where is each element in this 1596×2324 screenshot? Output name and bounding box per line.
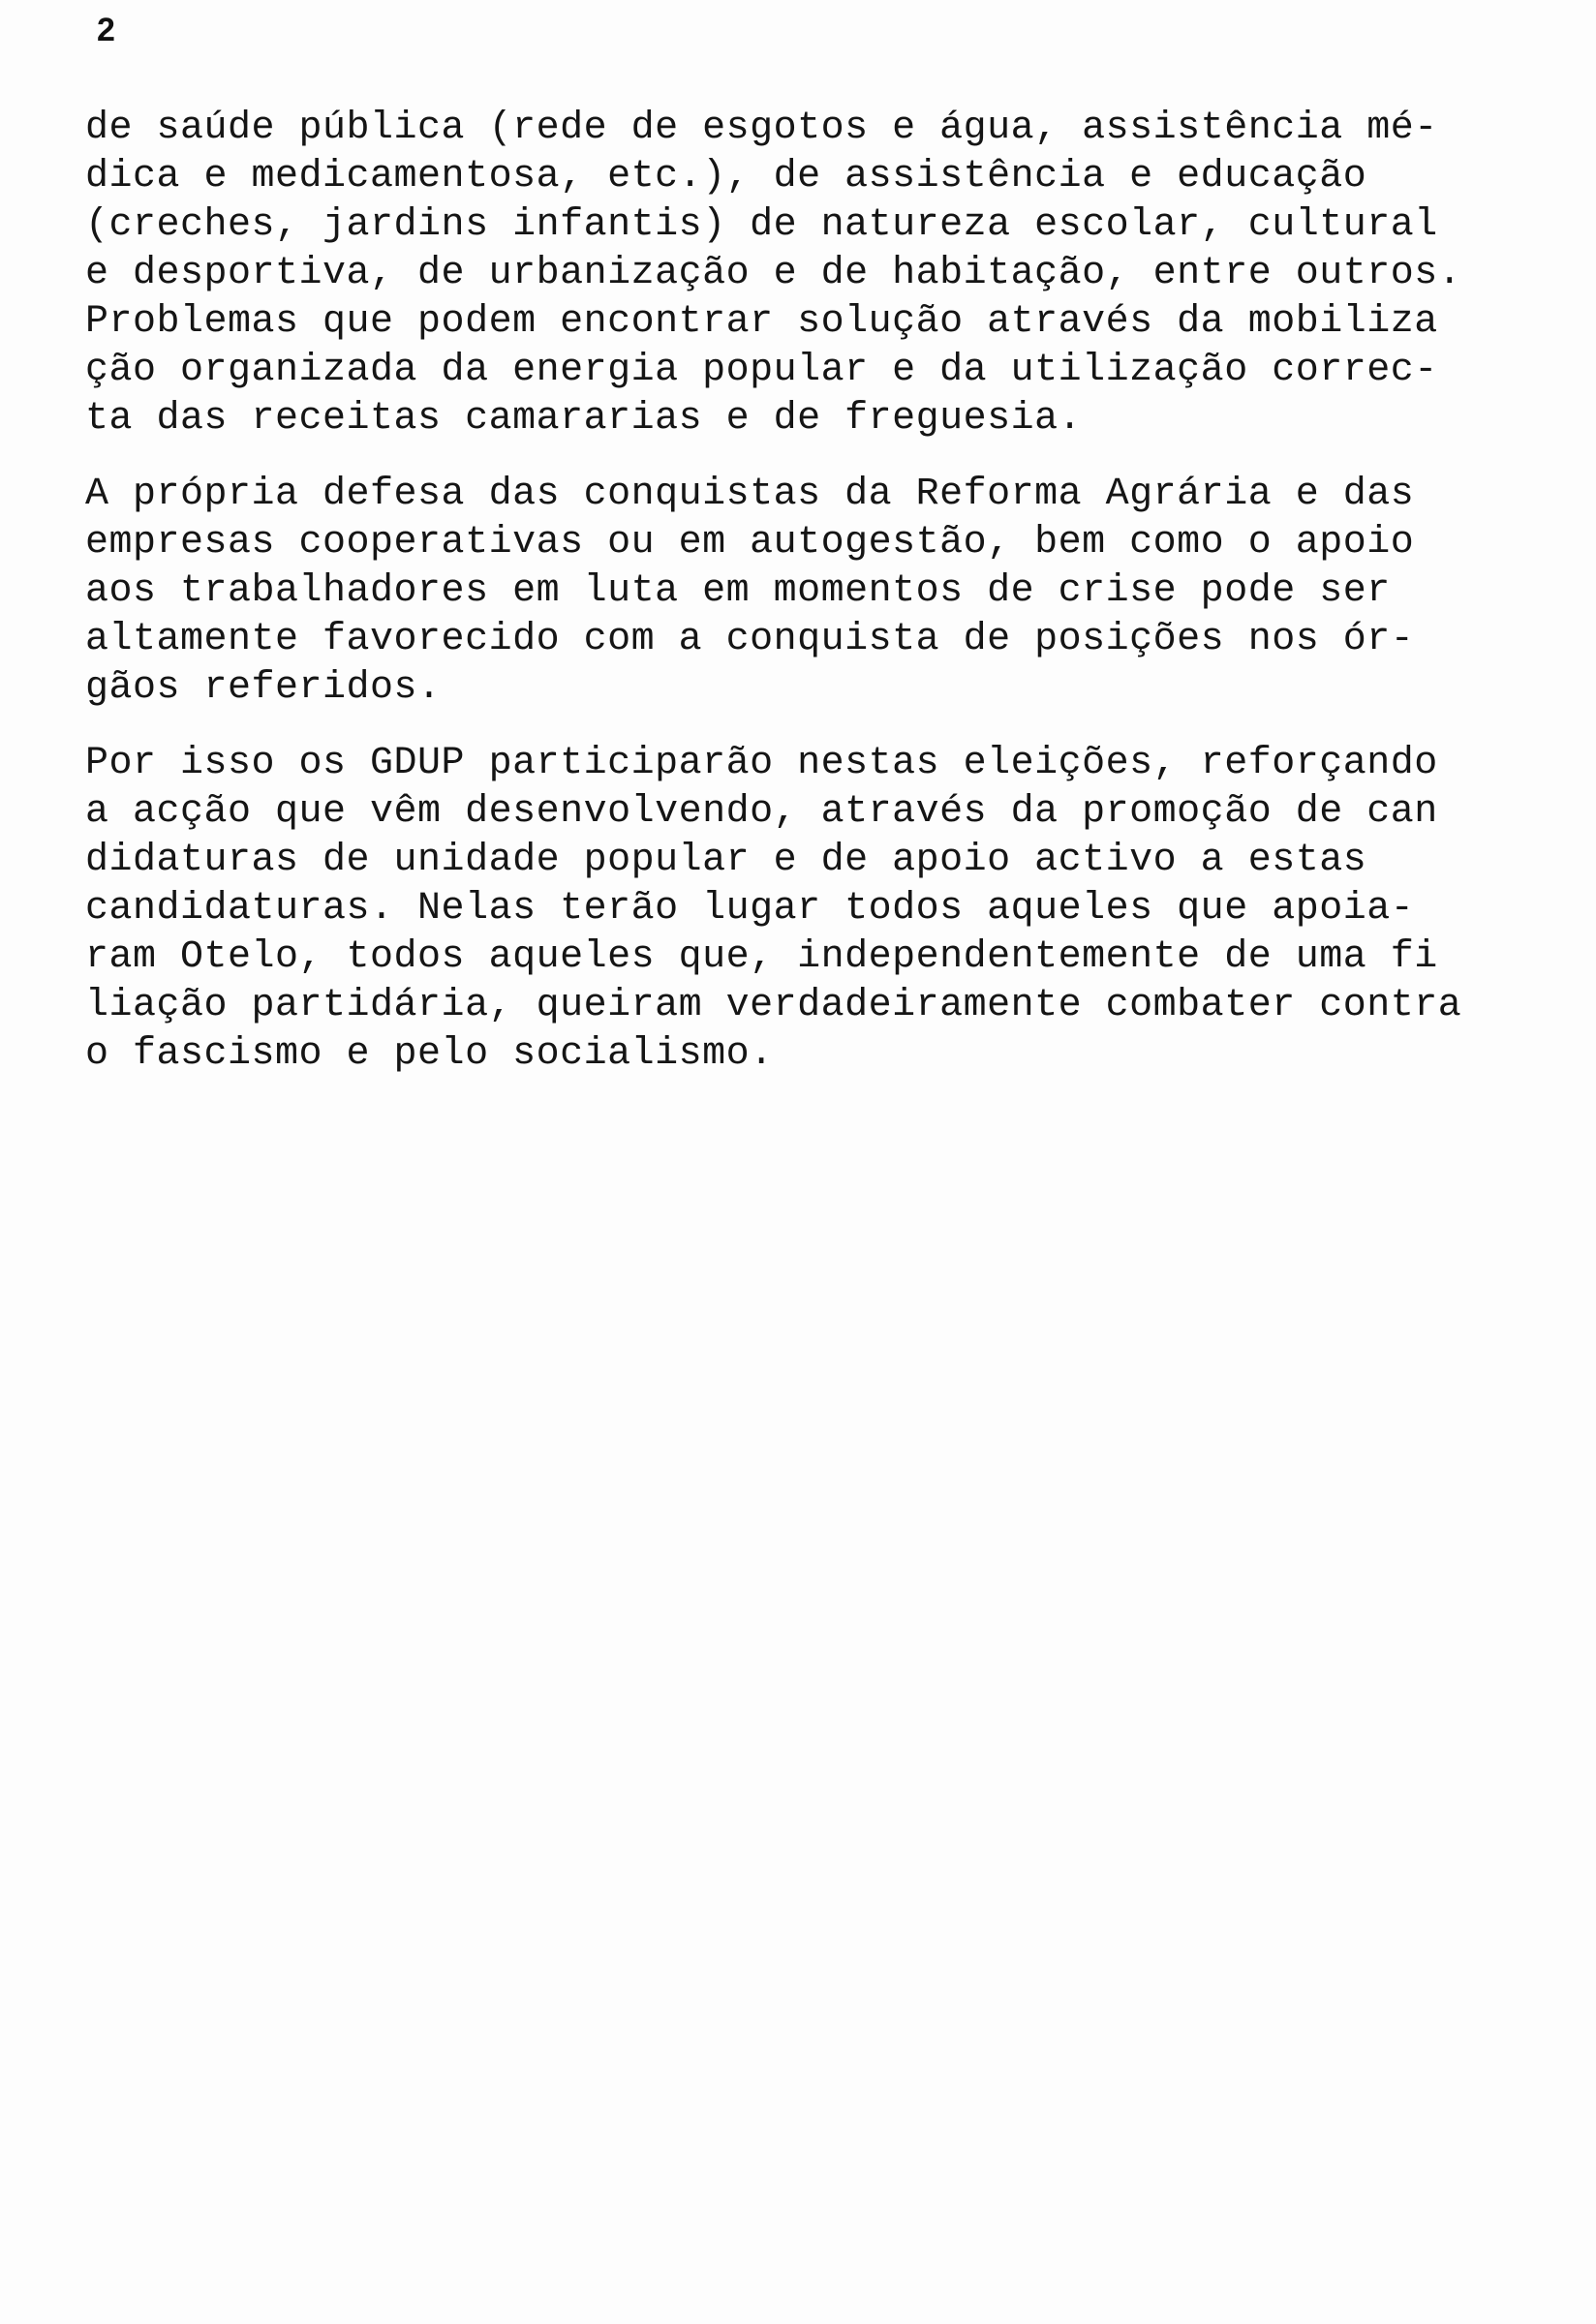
- paragraph-2: [85, 471, 1519, 713]
- body-text: [85, 105, 1519, 1106]
- text-line: ta das receitas camararias e de freguesia.: [85, 397, 1083, 441]
- text-line: dica e medicamentosa, etc.), de assistência e educação: [85, 155, 1367, 199]
- text-line: a acção que vêm desenvolvendo, através da promoção de can: [85, 790, 1438, 834]
- text-line: gãos referidos.: [85, 666, 442, 710]
- text-line: candidaturas. Nelas terão lugar todos aqueles que apoia-: [85, 887, 1415, 931]
- text-line: ram Otelo, todos aqueles que, independentemente de uma fi: [85, 935, 1438, 979]
- paragraph-1: [85, 105, 1519, 443]
- text-line: o fascismo e pelo socialismo.: [85, 1032, 774, 1076]
- text-line: didaturas de unidade popular e de apoio activo a estas: [85, 839, 1367, 882]
- text-line: ção organizada da energia popular e da utilização correc-: [85, 349, 1438, 392]
- text-line: altamente favorecido com a conquista de posições nos ór-: [85, 618, 1415, 661]
- text-line: de saúde pública (rede de esgotos e água, assistência mé-: [85, 107, 1438, 150]
- text-line: Problemas que podem encontrar solução através da mobiliza: [85, 300, 1438, 344]
- text-line: liação partidária, queiram verdadeiramente combater contra: [85, 984, 1462, 1027]
- text-line: (creches, jardins infantis) de natureza escolar, cultural: [85, 203, 1438, 247]
- text-line: e desportiva, de urbanização e de habitação, entre outros.: [85, 252, 1462, 295]
- text-line: A própria defesa das conquistas da Reforma Agrária e das: [85, 473, 1415, 516]
- text-line: Por isso os GDUP participarão nestas eleições, reforçando: [85, 742, 1438, 785]
- page-number: 2: [97, 12, 115, 48]
- paragraph-3: [85, 740, 1519, 1079]
- text-line: aos trabalhadores em luta em momentos de crise pode ser: [85, 569, 1391, 613]
- text-line: empresas cooperativas ou em autogestão, bem como o apoio: [85, 521, 1415, 565]
